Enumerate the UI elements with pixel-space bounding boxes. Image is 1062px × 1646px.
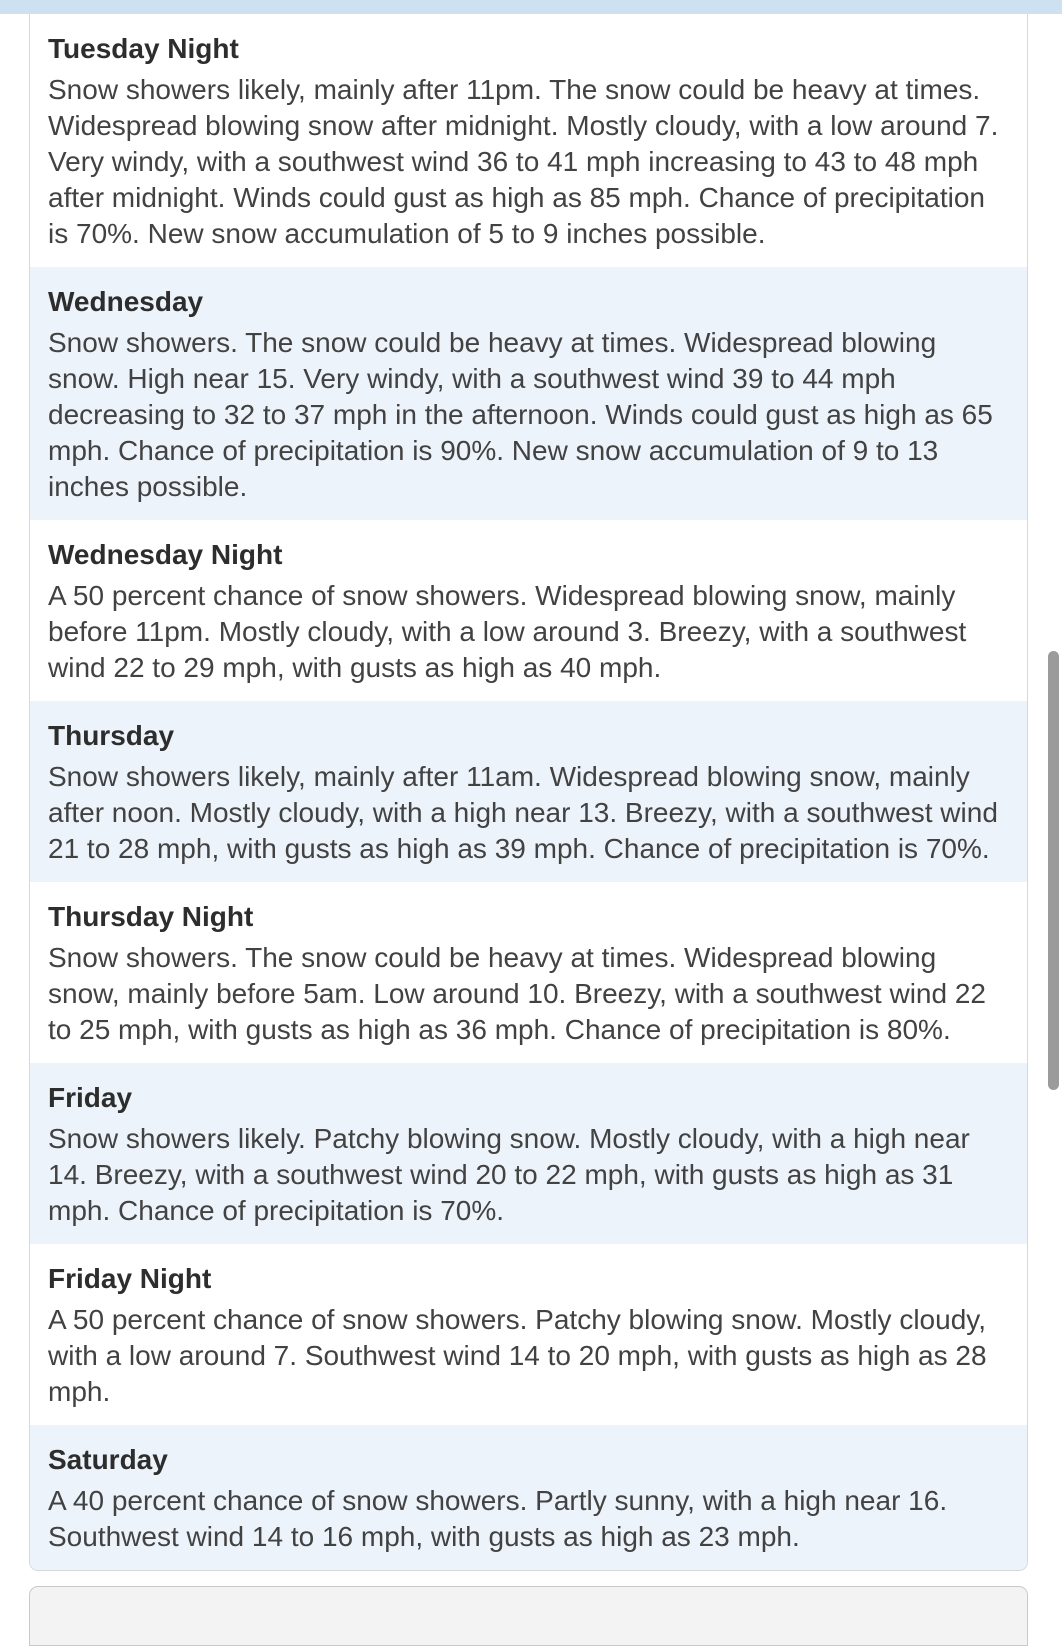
- period-heading: Wednesday: [48, 286, 204, 317]
- period-text: A 50 percent chance of snow showers. Widespread blowing snow, mainly before 11pm. Mostly cloudy, with a low around 3. Breezy, with a southwest wind 22 to 29 mph, with gusts as high as 40 mph.: [48, 580, 967, 683]
- period-text: Snow showers. The snow could be heavy at times. Widespread blowing snow. High near 15. Very windy, with a southwest wind 39 to 44 mph decreasing to 32 to 37 mph in the afternoon. Winds could gust as high as 65 mph. Chance of precipitation is 90%. New snow accumulation of 9 to 13 inches possible.: [48, 327, 993, 502]
- period-heading: Thursday: [48, 720, 175, 751]
- period-row-friday: [30, 1063, 1027, 1244]
- period-text: Snow showers. The snow could be heavy at times. Widespread blowing snow, mainly before 5am. Low around 10. Breezy, with a southwest wind 22 to 25 mph, with gusts as high as 36 mph. Chance of precipitation is 80%.: [48, 942, 986, 1045]
- period-heading: Friday Night: [48, 1263, 212, 1294]
- detailed-forecast-card: [29, 14, 1028, 1571]
- period-row-wednesday-night: [30, 520, 1027, 701]
- period-row-saturday: [30, 1425, 1027, 1570]
- period-row-thursday-night: [30, 882, 1027, 1063]
- period-heading: Saturday: [48, 1444, 168, 1475]
- period-text: A 40 percent chance of snow showers. Partly sunny, with a high near 16. Southwest wind 14 to 16 mph, with gusts as high as 23 mph.: [48, 1485, 948, 1552]
- period-heading: Tuesday Night: [48, 33, 239, 64]
- top-banner-strip: [0, 0, 1062, 14]
- period-text: A 50 percent chance of snow showers. Patchy blowing snow. Mostly cloudy, with a low around 7. Southwest wind 14 to 20 mph, with gusts as high as 28 mph.: [48, 1304, 987, 1407]
- period-text: Snow showers likely. Patchy blowing snow. Mostly cloudy, with a high near 14. Breezy, with a southwest wind 20 to 22 mph, with gusts as high as 31 mph. Chance of precipitation is 70%.: [48, 1123, 970, 1226]
- period-row-tuesday-night: [30, 14, 1027, 267]
- period-heading: Thursday Night: [48, 901, 254, 932]
- period-text: Snow showers likely, mainly after 11am. Widespread blowing snow, mainly after noon. Mostly cloudy, with a high near 13. Breezy, with a southwest wind 21 to 28 mph, with gusts as high as 39 mph. Chance of precipitation is 70%.: [48, 761, 998, 864]
- period-heading: Wednesday Night: [48, 539, 283, 570]
- period-row-thursday: [30, 701, 1027, 882]
- collapsed-section-bar[interactable]: [29, 1586, 1028, 1646]
- period-heading: Friday: [48, 1082, 133, 1113]
- period-row-wednesday: [30, 267, 1027, 520]
- scrollbar-thumb[interactable]: [1048, 651, 1059, 1090]
- period-text: Snow showers likely, mainly after 11pm. The snow could be heavy at times. Widespread blowing snow after midnight. Mostly cloudy, with a low around 7. Very windy, with a southwest wind 36 to 41 mph increasing to 43 to 48 mph after midnight. Winds could gust as high as 85 mph. Chance of precipitation is 70%. New snow accumulation of 5 to 9 inches possible.: [48, 74, 999, 249]
- period-row-friday-night: [30, 1244, 1027, 1425]
